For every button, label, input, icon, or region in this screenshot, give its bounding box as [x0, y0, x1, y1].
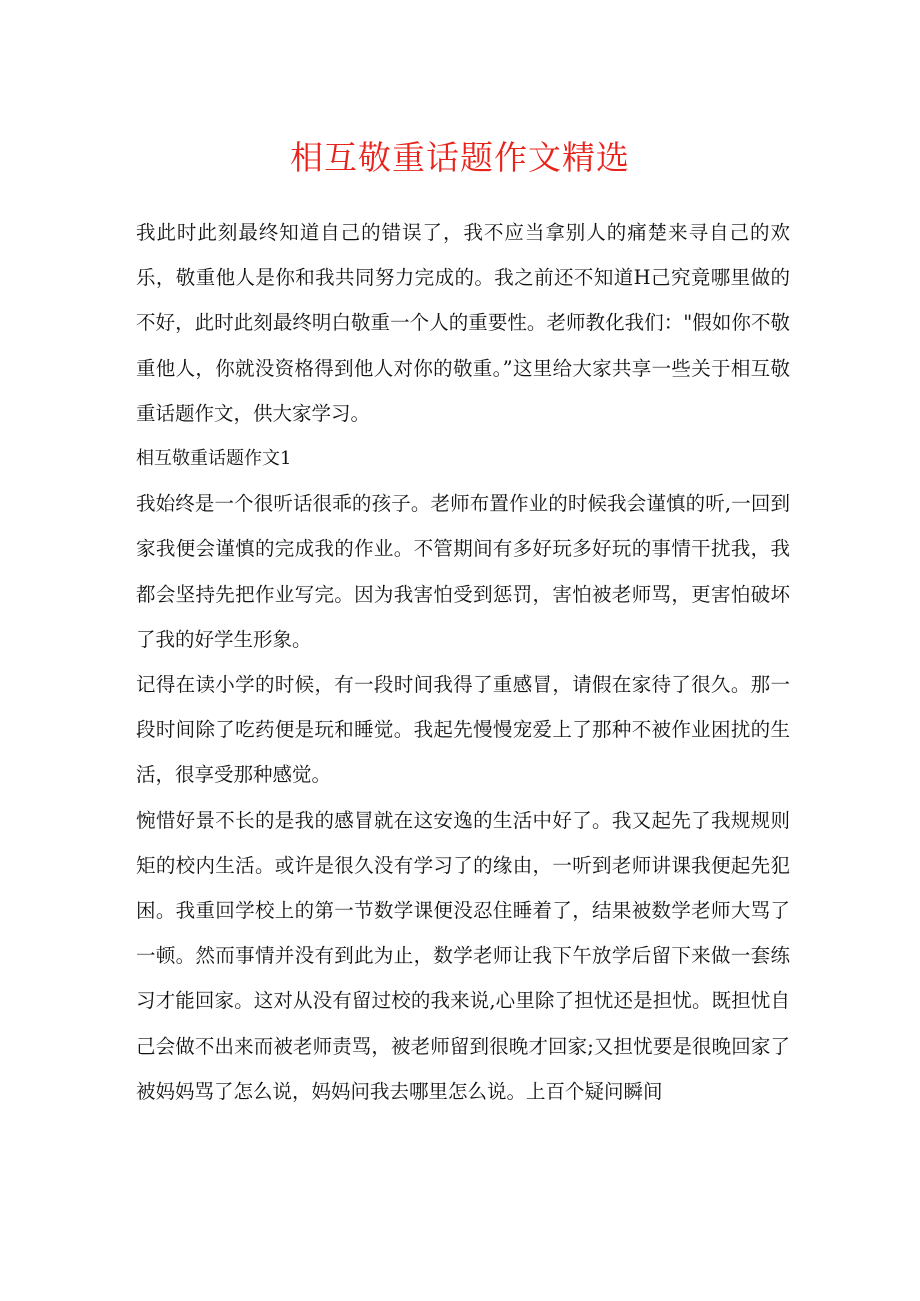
body-paragraph: 我始终是一个很听话很乖的孩子。老师布置作业的时候我会谨慎的听,一回到家我便会谨慎的完成我的作业。不管期间有多好玩多好玩的事情干扰我，我都会坚持先把作业写完。因为我害怕受到惩罚，害怕被老师骂，更害怕破坏了我的好学生形象。: [136, 492, 790, 651]
document-title: 相互敬重话题作文精选: [290, 138, 630, 177]
body-paragraph: 记得在读小学的时候，有一段时间我得了重感冒，请假在家待了很久。那一段时间除了吃药便是玩和睡觉。我起先慢慢宠爱上了那种不被作业困扰的生活，很享受那种感觉。: [136, 673, 790, 787]
section-heading: 相互敬重话题作文1: [136, 448, 292, 470]
body-paragraph: 惋惜好景不长的是我的感冒就在这安逸的生活中好了。我又起先了我规规则矩的校内生活。或许是很久没有学习了的缘由，一听到老师讲课我便起先犯困。我重回学校上的第一节数学课便没忍住睡着了，结果被数学老师大骂了一顿。然而事情并没有到此为止，数学老师让我下午放学后留下来做一套练习才能回家。这对从没有留过校的我来说,心里除了担忧还是担忧。既担忧自己会做不出来而被老师责骂，被老师留到很晚才回家;又担忧要是很晚回家了被妈妈骂了怎么说，妈妈问我去哪里怎么说。上百个疑问瞬间: [136, 808, 790, 1103]
document-body: [136, 210, 790, 1114]
intro-paragraph: 我此时此刻最终知道自己的错误了，我不应当拿别人的痛楚来寻自己的欢乐，敬重他人是你和我共同努力完成的。我之前还不知道H己究竟哪里做的不好，此时此刻最终明白敬重一个人的重要性。老师教化我们："假如你不敬重他人，你就没资格得到他人对你的敬重。”这里给大家共享一些关于相互敬重话题作文，供大家学习。: [136, 221, 790, 425]
